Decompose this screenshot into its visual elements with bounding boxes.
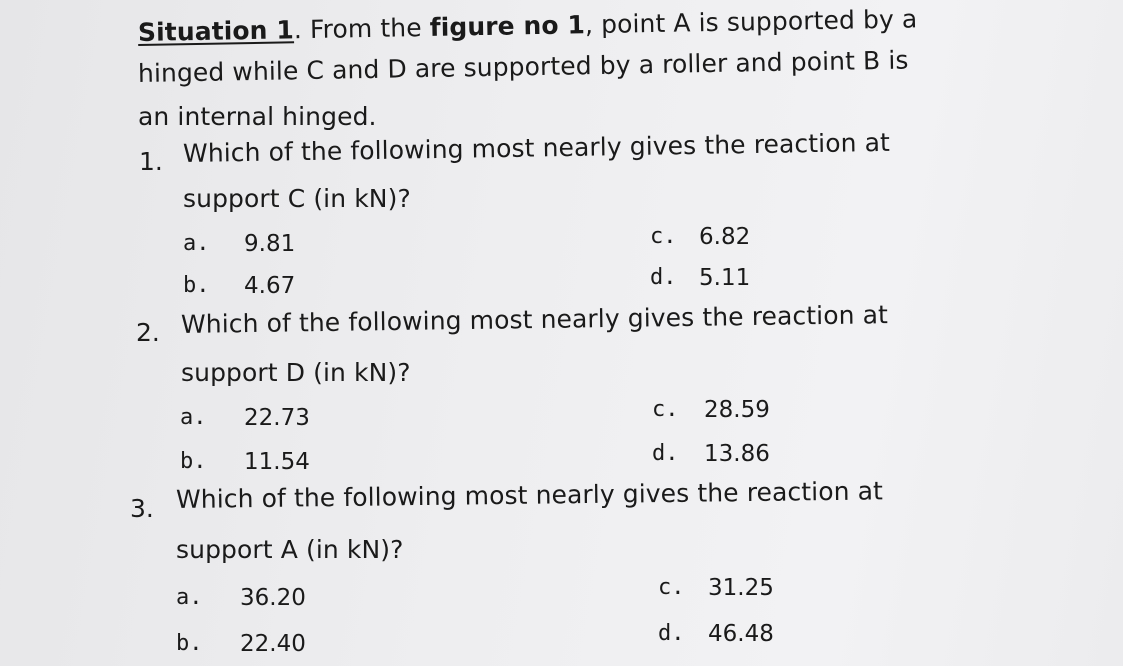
question-1-line-2: support C (in kN)? [183, 184, 411, 213]
question-3-line-2: support A (in kN)? [176, 535, 404, 564]
question-1-option-a-value: 9.81 [244, 231, 296, 257]
question-3-option-c-value: 31.25 [708, 575, 774, 601]
question-2-option-c-letter: c. [652, 397, 679, 422]
question-1-option-d-value: 5.11 [699, 265, 751, 291]
situation-line-3: an internal hinged. [138, 102, 377, 131]
question-3-option-c-letter: c. [658, 575, 685, 600]
question-1-option-b-letter: b. [183, 273, 210, 298]
question-1-option-a-letter: a. [183, 231, 210, 256]
question-3-option-a-letter: a. [176, 585, 203, 610]
question-2-line-2: support D (in kN)? [181, 358, 411, 387]
question-3-option-d-value: 46.48 [708, 621, 774, 647]
question-1-line-1: Which of the following most nearly gives the reaction at [182, 127, 891, 168]
situation-line-2: hinged while C and D are supported by a roller and point B is [137, 45, 909, 88]
question-2-option-b-letter: b. [180, 449, 207, 474]
question-1-option-b-value: 4.67 [244, 273, 296, 299]
question-3-option-b-value: 22.40 [240, 631, 306, 657]
question-2-line-1: Which of the following most nearly gives the reaction at [180, 300, 889, 339]
question-2-option-d-letter: d. [652, 441, 679, 466]
question-3-line-1: Which of the following most nearly gives the reaction at [175, 476, 884, 514]
question-2-option-c-value: 28.59 [704, 397, 770, 423]
question-1-option-c-letter: c. [650, 224, 677, 249]
question-3-number: 3. [130, 494, 154, 523]
question-2-option-a-value: 22.73 [244, 405, 310, 431]
question-2-option-a-letter: a. [180, 405, 207, 430]
question-2-option-b-value: 11.54 [244, 449, 310, 475]
question-2-option-d-value: 13.86 [704, 441, 770, 467]
question-3-option-d-letter: d. [658, 621, 685, 646]
question-3-option-a-value: 36.20 [240, 585, 306, 611]
figure-reference: figure no 1 [429, 10, 586, 42]
question-1-option-c-value: 6.82 [699, 224, 751, 250]
question-1-number: 1. [139, 147, 163, 176]
question-2-number: 2. [136, 318, 160, 347]
situation-line-1 [138, 3, 918, 49]
situation-text-part1: . From the [293, 12, 430, 45]
situation-text-part2: , point A is supported by a [584, 4, 918, 40]
situation-label: Situation 1 [137, 15, 295, 47]
question-3-option-b-letter: b. [176, 631, 203, 656]
question-1-option-d-letter: d. [650, 265, 677, 290]
